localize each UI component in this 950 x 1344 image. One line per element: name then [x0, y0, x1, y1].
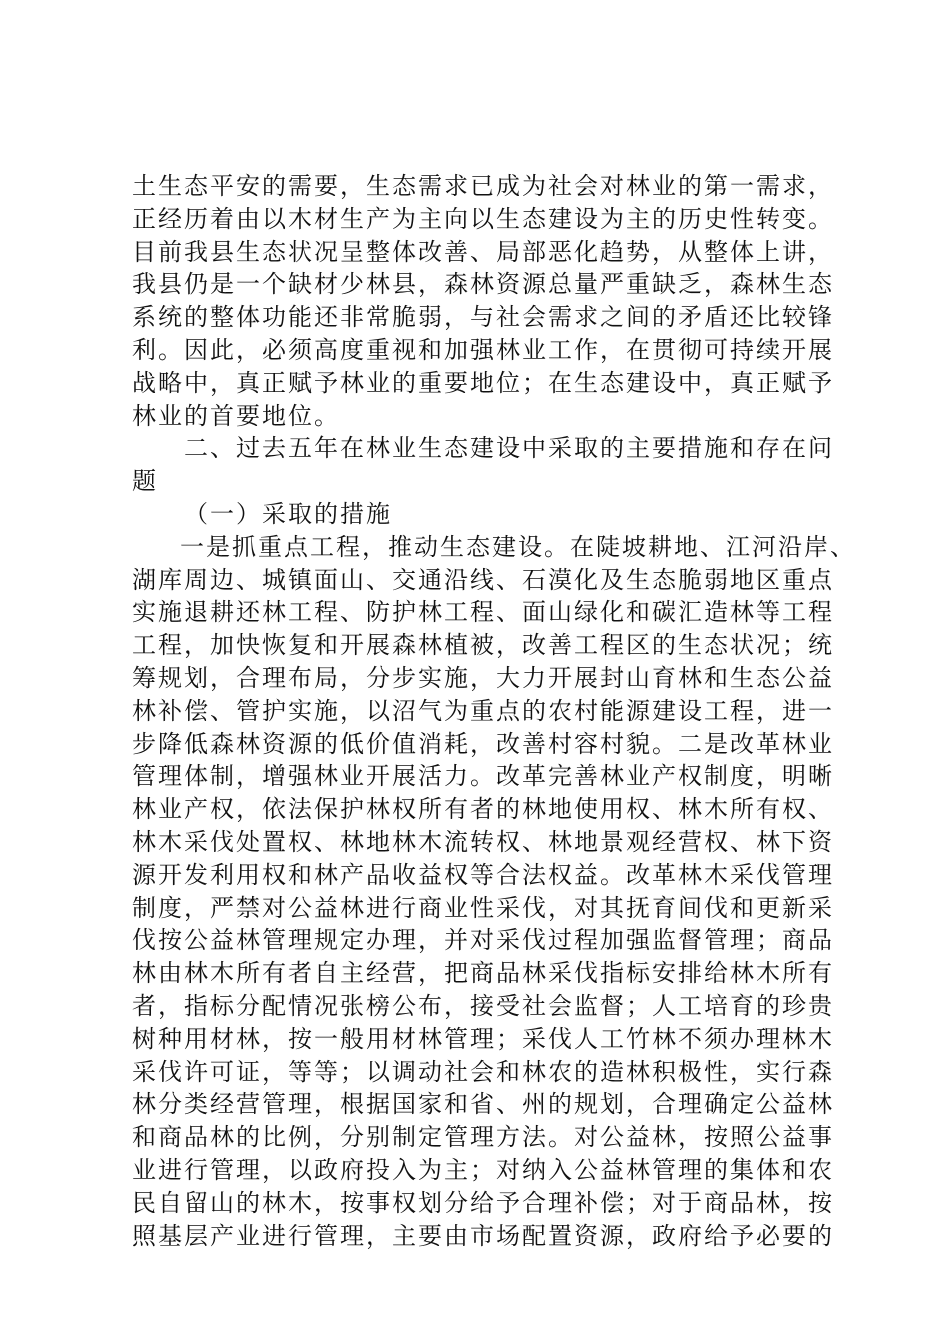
- text-line: 林由林木所有者自主经营，把商品林采伐指标安排给林木所有: [132, 959, 834, 988]
- text-line: 林业的首要地位。: [132, 401, 340, 430]
- text-line: 湖库周边、城镇面山、交通沿线、石漠化及生态脆弱地区重点: [132, 565, 834, 594]
- text-line: 采伐许可证，等等；以调动社会和林农的造林积极性，实行森: [132, 1057, 834, 1086]
- subsection-heading: （一）采取的措施: [184, 499, 392, 528]
- text-line: 工程，加快恢复和开展森林植被，改善工程区的生态状况；统: [132, 631, 834, 660]
- text-line: 林分类经营管理，根据国家和省、州的规划，合理确定公益林: [132, 1090, 834, 1119]
- text-line: 系统的整体功能还非常脆弱，与社会需求之间的矛盾还比较锋: [132, 303, 834, 332]
- text-line: 土生态平安的需要，生态需求已成为社会对林业的第一需求，: [132, 172, 834, 200]
- paragraph-start: 一是抓重点工程，推动生态建设。在陡坡耕地、江河沿岸、: [180, 532, 856, 561]
- document-body: [132, 170, 856, 1252]
- text-line: 战略中，真正赋予林业的重要地位；在生态建设中，真正赋予: [132, 368, 834, 397]
- text-line: 制度，严禁对公益林进行商业性采伐，对其抚育间伐和更新采: [132, 893, 834, 922]
- text-line: 林补偿、管护实施，以沼气为重点的农村能源建设工程，进一: [132, 696, 834, 725]
- text-line: 民自留山的林木，按事权划分给予合理补偿；对于商品林，按: [132, 1188, 834, 1217]
- text-line: 源开发利用权和林产品收益权等合法权益。改革林木采伐管理: [132, 860, 834, 889]
- text-line: 正经历着由以木材生产为主向以生态建设为主的历史性转变。: [132, 204, 834, 233]
- text-line: 伐按公益林管理规定办理，并对采伐过程加强监督管理；商品: [132, 926, 834, 955]
- text-line: 步降低森林资源的低价值消耗，改善村容村貌。二是改革林业: [132, 729, 834, 758]
- text-line: 业进行管理，以政府投入为主；对纳入公益林管理的集体和农: [132, 1155, 834, 1184]
- text-line: 目前我县生态状况呈整体改善、局部恶化趋势，从整体上讲，: [132, 237, 834, 266]
- text-line: 管理体制，增强林业开展活力。改革完善林业产权制度，明晰: [132, 762, 834, 791]
- text-line: 林业产权，依法保护林权所有者的林地使用权、林木所有权、: [132, 795, 834, 824]
- text-line: 实施退耕还林工程、防护林工程、面山绿化和碳汇造林等工程: [132, 598, 834, 627]
- text-line: 筹规划，合理布局，分步实施，大力开展封山育林和生态公益: [132, 663, 834, 692]
- section-heading: 二、过去五年在林业生态建设中采取的主要措施和存在问: [184, 434, 834, 463]
- text-line: 我县仍是一个缺材少林县，森林资源总量严重缺乏，森林生态: [132, 270, 834, 299]
- text-line: 者，指标分配情况张榜公布，接受社会监督；人工培育的珍贵: [132, 991, 834, 1020]
- text-line: 照基层产业进行管理，主要由市场配置资源，政府给予必要的: [132, 1221, 834, 1250]
- text-line: 林木采伐处置权、林地林木流转权、林地景观经营权、林下资: [132, 827, 834, 856]
- text-line: 和商品林的比例，分别制定管理方法。对公益林，按照公益事: [132, 1123, 834, 1152]
- section-heading-continued: 题: [132, 467, 158, 496]
- text-line: 利。因此，必须高度重视和加强林业工作，在贯彻可持续开展: [132, 335, 834, 364]
- text-line: 树种用材林，按一般用材林管理；采伐人工竹林不须办理林木: [132, 1024, 834, 1053]
